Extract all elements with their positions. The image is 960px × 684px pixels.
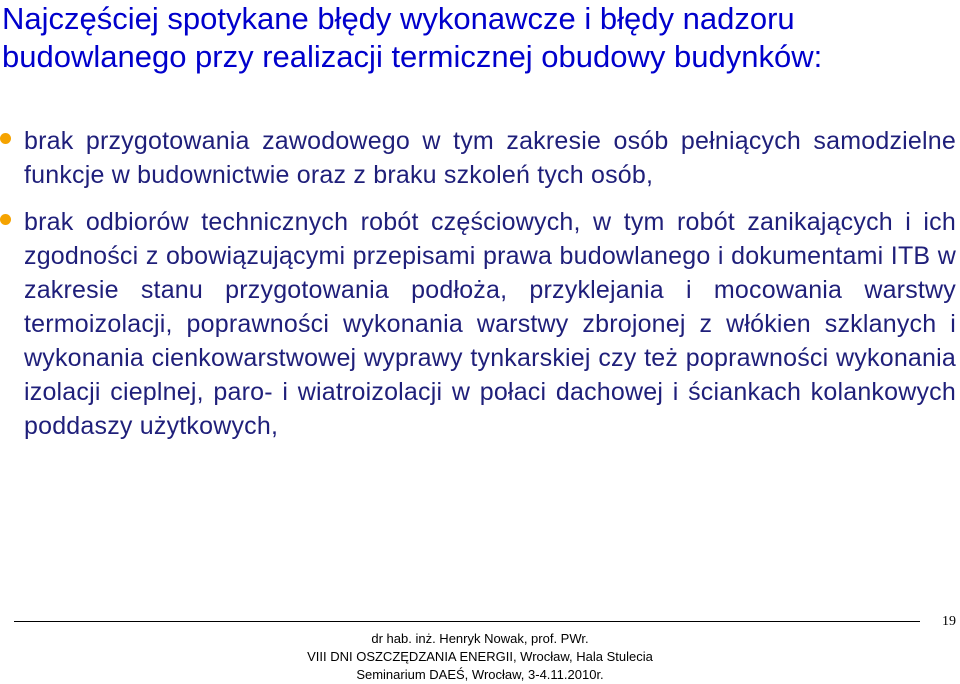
footer-divider [14, 621, 920, 622]
bullet-item [0, 124, 956, 192]
bullet-dot-icon [0, 214, 11, 225]
bullet-dot-icon [0, 133, 11, 144]
bullet-text: brak odbiorów technicznych robót częściowych, w tym robót zanikających i ich zgodności z obowiązującymi przepisami prawa budowlanego i dokumentami ITB w zakresie stanu przygotowania podłoża, przyklejania i mocowania warstwy termoizolacji, poprawności wykonania warstwy zbrojonej z włókien szklanych i wykonania cienkowarstwowej wyprawy tynkarskiej czy też poprawności wykonania izolacji cieplnej, paro- i wiatroizolacji w połaci dachowej i ściankach kolankowych poddaszy użytkowych, [24, 208, 956, 440]
bullet-item [0, 205, 956, 443]
bullet-text: brak przygotowania zawodowego w tym zakresie osób pełniących samodzielne funkcje w budownictwie oraz z braku szkoleń tych osób, [24, 127, 956, 189]
bullet-list [0, 124, 960, 456]
footer-seminar: Seminarium DAEŚ, Wrocław, 3-4.11.2010r. [356, 667, 604, 682]
slide-title: Najczęściej spotykane błędy wykonawcze i błędy nadzoru budowlanego przy realizacji termicznej obudowy budynków: [2, 1, 823, 74]
footer-event: VIII DNI OSZCZĘDZANIA ENERGII, Wrocław, Hala Stulecia [307, 649, 653, 664]
page-number: 19 [942, 614, 956, 629]
footer-author: dr hab. inż. Henryk Nowak, prof. PWr. [371, 631, 589, 646]
